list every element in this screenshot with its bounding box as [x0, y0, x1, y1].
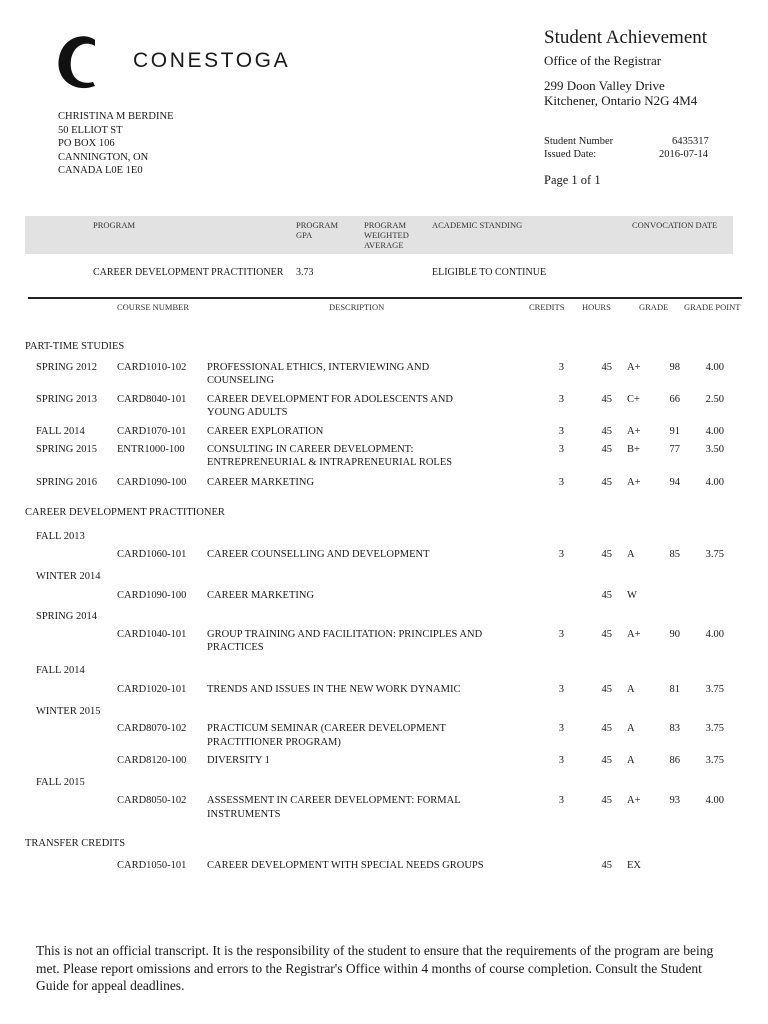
grade-point-value: 3.75	[705, 684, 724, 695]
course-description: CAREER DEVELOPMENT WITH SPECIAL NEEDS GROUPS	[207, 860, 484, 871]
hours-value: 45	[601, 394, 612, 405]
course-code: CARD1010-102	[117, 362, 187, 373]
mark-value: 90	[669, 629, 680, 640]
grade-point-value: 3.75	[705, 723, 724, 734]
credits-value: 3	[558, 723, 564, 734]
course-description: ASSESSMENT IN CAREER DEVELOPMENT: FORMAL	[207, 795, 461, 806]
term-label: SPRING 2014	[36, 611, 97, 622]
academic-standing-column-label: ACADEMIC STANDING	[432, 220, 523, 230]
course-code: ENTR1000-100	[117, 444, 185, 455]
credits-value: 3	[558, 755, 564, 766]
student-number-label: Student Number	[544, 136, 614, 147]
grade-value: A+	[627, 477, 641, 488]
course-description: TRENDS AND ISSUES IN THE NEW WORK DYNAMIC	[207, 684, 461, 695]
section-title: CAREER DEVELOPMENT PRACTITIONER	[25, 507, 225, 518]
grade-value: A+	[627, 629, 641, 640]
page-indicator: Page 1 of 1	[544, 173, 601, 187]
recipient-line: CANNINGTON, ON	[58, 151, 149, 163]
grade-point-value: 2.50	[705, 394, 724, 405]
course-code: CARD1090-100	[117, 477, 187, 488]
grade-point-value: 4.00	[705, 795, 724, 806]
course-description-cont: PRACTITIONER PROGRAM)	[207, 737, 341, 748]
grade-value: A	[627, 755, 635, 766]
course-description: PROFESSIONAL ETHICS, INTERVIEWING AND	[207, 362, 430, 373]
term-label: FALL 2014	[36, 665, 85, 676]
course-description-cont: ENTREPRENEURIAL & INTRAPRENEURIAL ROLES	[207, 457, 453, 468]
term-label: SPRING 2012	[36, 362, 97, 373]
hours-value: 45	[601, 549, 612, 560]
grade-value: A	[627, 684, 635, 695]
grade-value: A+	[627, 795, 641, 806]
hours-value: 45	[601, 795, 612, 806]
course-number-column-header: COURSE NUMBER	[117, 302, 190, 312]
hours-value: 45	[601, 444, 612, 455]
program-gpa-column-label: PROGRAM GPA	[296, 220, 339, 240]
credits-value: 3	[558, 362, 564, 373]
term-label: FALL 2014	[36, 426, 85, 437]
student-number-value: 6435317	[672, 136, 709, 147]
issued-date-value: 2016-07-14	[659, 149, 708, 160]
course-code: CARD1090-100	[117, 590, 187, 601]
term-label: SPRING 2013	[36, 394, 97, 405]
mark-value: 86	[669, 755, 680, 766]
course-code: CARD1050-101	[117, 860, 187, 871]
grade-point-value: 4.00	[705, 629, 724, 640]
course-description-cont: PRACTICES	[207, 642, 264, 653]
course-code: CARD1060-101	[117, 549, 187, 560]
course-description: PRACTICUM SEMINAR (CAREER DEVELOPMENT	[207, 723, 446, 734]
course-description: CONSULTING IN CAREER DEVELOPMENT:	[207, 444, 414, 455]
course-code: CARD1040-101	[117, 629, 187, 640]
mark-value: 66	[669, 394, 680, 405]
hours-value: 45	[601, 723, 612, 734]
logo-wordmark: CONESTOGA	[133, 49, 291, 72]
credits-value: 3	[558, 549, 564, 560]
grade-point-value: 4.00	[705, 477, 724, 488]
grade-value: C+	[627, 394, 640, 405]
hours-value: 45	[601, 684, 612, 695]
grade-point-value: 3.75	[705, 549, 724, 560]
course-code: CARD1070-101	[117, 426, 187, 437]
mark-value: 81	[669, 684, 680, 695]
grade-value: A+	[627, 362, 641, 373]
issued-date-label: Issued Date:	[544, 149, 597, 160]
credits-value: 3	[558, 394, 564, 405]
term-label: WINTER 2014	[36, 571, 101, 582]
recipient-line: CANADA L0E 1E0	[58, 165, 143, 176]
course-code: CARD8040-101	[117, 394, 187, 405]
course-code: CARD1020-101	[117, 684, 187, 695]
section-title: PART-TIME STUDIES	[25, 341, 125, 352]
program-name: CAREER DEVELOPMENT PRACTITIONER	[93, 267, 284, 278]
hours-value: 45	[601, 426, 612, 437]
office-name: Office of the Registrar	[544, 53, 662, 68]
document-title: Student Achievement	[544, 27, 708, 48]
course-code: CARD8120-100	[117, 755, 187, 766]
program-gpa: 3.73	[296, 267, 314, 278]
grade-value: B+	[627, 444, 640, 455]
conestoga-c-logo-icon	[55, 32, 101, 92]
credits-value: 3	[558, 426, 564, 437]
grade-column-header: GRADE	[639, 302, 669, 312]
academic-standing: ELIGIBLE TO CONTINUE	[432, 267, 547, 278]
credits-value: 3	[558, 795, 564, 806]
description-column-header: DESCRIPTION	[329, 302, 385, 312]
course-description-cont: YOUNG ADULTS	[207, 407, 288, 418]
term-label: FALL 2013	[36, 531, 85, 542]
grade-point-value: 3.50	[705, 444, 724, 455]
grade-point-value: 4.00	[705, 362, 724, 373]
hours-value: 45	[601, 755, 612, 766]
mark-value: 98	[669, 362, 680, 373]
grade-value: A	[627, 549, 635, 560]
grade-value: A	[627, 723, 635, 734]
term-label: SPRING 2015	[36, 444, 97, 455]
term-label: FALL 2015	[36, 777, 85, 788]
mark-value: 91	[669, 426, 680, 437]
credits-value: 3	[558, 629, 564, 640]
course-description: CAREER EXPLORATION	[207, 426, 324, 437]
table-divider	[28, 297, 742, 299]
term-label: WINTER 2015	[36, 706, 101, 717]
grade-value: EX	[627, 860, 641, 871]
credits-value: 3	[558, 444, 564, 455]
office-address-line1: 299 Doon Valley Drive	[544, 78, 665, 93]
grade-value: A+	[627, 426, 641, 437]
course-description: GROUP TRAINING AND FACILITATION: PRINCIPLES AND	[207, 629, 483, 640]
grade-value: W	[627, 590, 637, 601]
course-description: CAREER DEVELOPMENT FOR ADOLESCENTS AND	[207, 394, 453, 405]
hours-value: 45	[601, 477, 612, 488]
credits-value: 3	[558, 477, 564, 488]
mark-value: 77	[669, 444, 680, 455]
course-code: CARD8070-102	[117, 723, 187, 734]
recipient-line: PO BOX 106	[58, 138, 115, 149]
course-description: CAREER MARKETING	[207, 590, 315, 601]
hours-column-header: HOURS	[582, 302, 611, 312]
course-description: DIVERSITY 1	[207, 755, 270, 766]
course-description-cont: INSTRUMENTS	[207, 809, 281, 820]
course-description: CAREER COUNSELLING AND DEVELOPMENT	[207, 549, 430, 560]
grade-point-value: 4.00	[705, 426, 724, 437]
recipient-line: 50 ELLIOT ST	[58, 124, 123, 136]
program-column-label: PROGRAM	[93, 220, 136, 230]
hours-value: 45	[601, 629, 612, 640]
weighted-average-column-label: PROGRAM WEIGHTED AVERAGE	[364, 220, 409, 250]
credits-column-header: CREDITS	[529, 302, 565, 312]
credits-value: 3	[558, 684, 564, 695]
course-code: CARD8050-102	[117, 795, 187, 806]
grade-point-column-header: GRADE POINT	[684, 302, 741, 312]
mark-value: 85	[669, 549, 680, 560]
office-address-line2: Kitchener, Ontario N2G 4M4	[544, 93, 698, 108]
convocation-date-column-label: CONVOCATION DATE	[632, 220, 718, 230]
course-description: CAREER MARKETING	[207, 477, 315, 488]
disclaimer-note: This is not an official transcript. It is the responsibility of the student to ensure that the requirements of the program are being met. Please report omissions and errors to the Registrar's Office within 4 months of course completion. Consult the Student Guide for appeal deadlines.	[36, 943, 714, 993]
course-description-cont: COUNSELING	[207, 375, 275, 386]
mark-value: 93	[669, 795, 680, 806]
grade-point-value: 3.75	[705, 755, 724, 766]
term-label: SPRING 2016	[36, 477, 97, 488]
hours-value: 45	[601, 860, 612, 871]
mark-value: 83	[669, 723, 680, 734]
section-title: TRANSFER CREDITS	[25, 838, 126, 849]
hours-value: 45	[601, 590, 612, 601]
mark-value: 94	[669, 477, 680, 488]
hours-value: 45	[601, 362, 612, 373]
recipient-line: CHRISTINA M BERDINE	[58, 111, 174, 122]
